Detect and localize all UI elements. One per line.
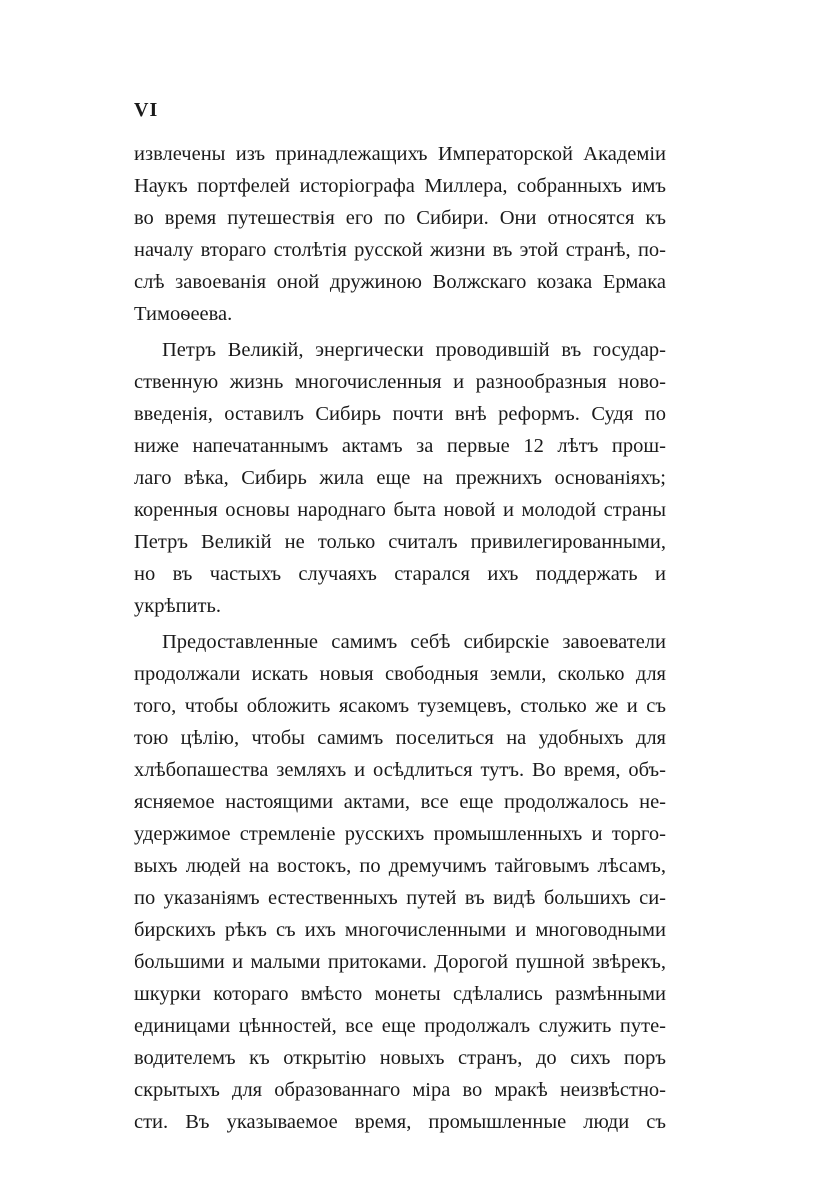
text-line: выхъ людей на востокъ, по дремучимъ тайговымъ лѣсамъ,: [134, 855, 666, 877]
paragraph-1: [134, 138, 666, 330]
paragraph-2: [134, 334, 666, 622]
text-line: лаго вѣка, Сибирь жила еще на прежнихъ основаніяхъ;: [134, 467, 666, 489]
text-line: удержимое стремленіе русскихъ промышленныхъ и торго-: [134, 823, 666, 845]
text-line: во время путешествія его по Сибири. Они относятся къ: [134, 207, 666, 229]
text-line: слѣ завоеванія оной дружиною Волжскаго козака Ермака: [134, 271, 666, 293]
text-line: Петръ Великій, энергически проводившій въ государ-: [162, 339, 666, 361]
text-line: Тимоѳеева.: [134, 303, 233, 325]
text-line: извлечены изъ принадлежащихъ Императорской Академіи: [134, 143, 666, 165]
text-line: укрѣпить.: [134, 595, 221, 617]
text-line: единицами цѣнностей, все еще продолжалъ служить путе-: [134, 1015, 666, 1037]
text-line: водителемъ къ открытію новыхъ странъ, до сихъ поръ: [134, 1047, 666, 1069]
text-line: тою цѣлію, чтобы самимъ поселиться на удобныхъ для: [134, 727, 666, 749]
text-line: того, чтобы обложить ясакомъ туземцевъ, столько же и съ: [134, 695, 666, 717]
text-line: по указаніямъ естественныхъ путей въ видѣ большихъ си-: [134, 887, 666, 909]
text-line: большими и малыми притоками. Дорогой пушной звѣрекъ,: [134, 951, 666, 973]
text-line: началу втораго столѣтія русской жизни въ этой странѣ, по-: [134, 239, 666, 261]
text-line: скрытыхъ для образованнаго міра во мракѣ неизвѣстно-: [134, 1079, 666, 1101]
text-line: Петръ Великій не только считалъ привилегированными,: [134, 531, 666, 553]
text-line: ственную жизнь многочисленныя и разнообразныя ново-: [134, 371, 666, 393]
text-line: Наукъ портфелей исторіографа Миллера, собранныхъ имъ: [134, 175, 666, 197]
text-line: шкурки котораго вмѣсто монеты сдѣлались размѣнными: [134, 983, 666, 1005]
page-number: VI: [134, 99, 159, 121]
text-line: продолжали искать новыя свободныя земли, сколько для: [134, 663, 666, 685]
text-line: ниже напечатаннымъ актамъ за первые 12 лѣтъ прош-: [134, 435, 666, 457]
text-line: сти. Въ указываемое время, промышленные люди съ: [134, 1111, 666, 1133]
text-line: коренныя основы народнаго быта новой и молодой страны: [134, 499, 666, 521]
text-line: хлѣбопашества земляхъ и осѣдлиться тутъ. Во время, объ-: [134, 759, 666, 781]
body-text: [134, 138, 666, 1138]
text-line: бирскихъ рѣкъ съ ихъ многочисленными и многоводными: [134, 919, 666, 941]
paragraph-3: [134, 626, 666, 1138]
text-line: Предоставленные самимъ себѣ сибирскіе завоеватели: [162, 631, 666, 653]
text-line: ясняемое настоящими актами, все еще продолжалось не-: [134, 791, 666, 813]
text-line: но въ частыхъ случаяхъ старался ихъ поддержать и: [134, 563, 666, 585]
text-line: введенія, оставилъ Сибирь почти внѣ реформъ. Судя по: [134, 403, 666, 425]
